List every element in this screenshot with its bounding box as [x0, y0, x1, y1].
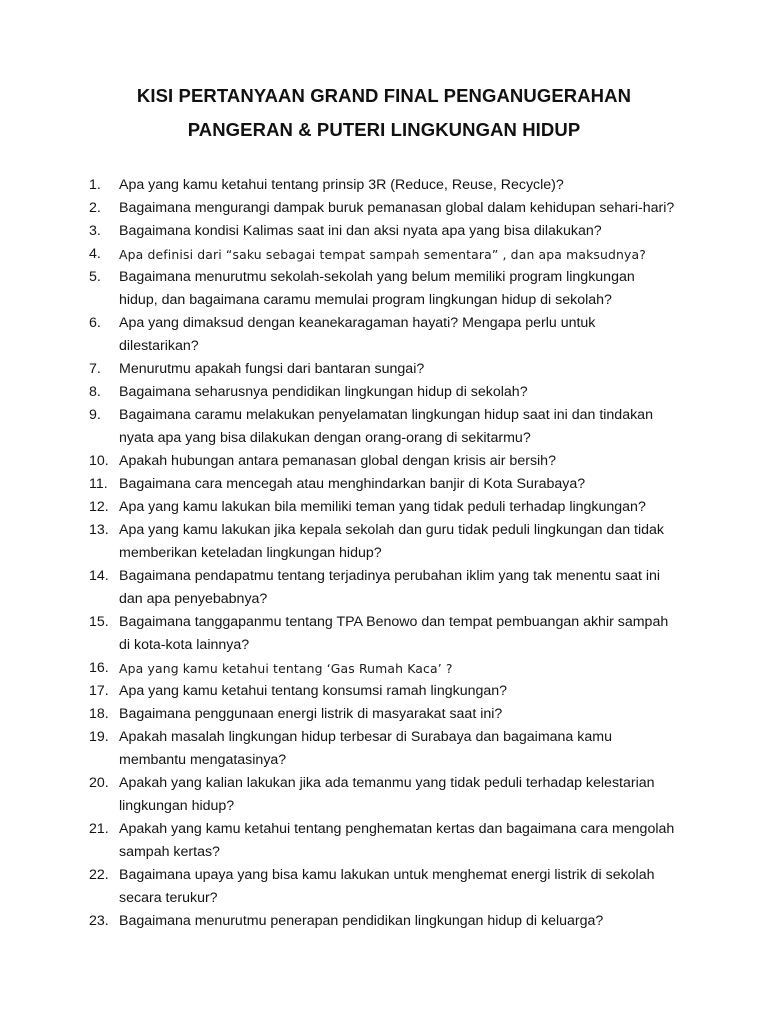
question-number: 10. [89, 453, 109, 469]
question-item [0, 473, 768, 496]
question-item [0, 197, 768, 220]
question-number: 22. [89, 867, 109, 883]
question-item [0, 450, 768, 473]
question-item [0, 910, 768, 933]
question-text-continued: sampah kertas? [119, 844, 220, 860]
question-number: 18. [89, 706, 109, 722]
question-number: 7. [89, 361, 101, 377]
question-text: Bagaimana caramu melakukan penyelamatan lingkungan hidup saat ini dan tindakan [119, 407, 653, 423]
question-text-continued: secara terukur? [119, 890, 218, 906]
question-item [0, 266, 768, 312]
question-item [0, 358, 768, 381]
question-text: Apa yang kamu ketahui tentang ‘Gas Rumah Kaca’ ? [119, 661, 453, 676]
question-item [0, 496, 768, 519]
question-item [0, 657, 768, 680]
question-text: Bagaimana mengurangi dampak buruk pemanasan global dalam kehidupan sehari-hari? [119, 200, 675, 216]
question-text: Bagaimana seharusnya pendidikan lingkungan hidup di sekolah? [119, 384, 528, 400]
question-item [0, 243, 768, 266]
question-item [0, 312, 768, 358]
question-number: 23. [89, 913, 109, 929]
question-text: Apakah masalah lingkungan hidup terbesar di Surabaya dan bagaimana kamu [119, 729, 612, 745]
question-number: 16. [89, 660, 109, 676]
question-item [0, 864, 768, 910]
question-number: 20. [89, 775, 109, 791]
question-text-continued: di kota-kota lainnya? [119, 637, 250, 653]
question-text-continued: membantu mengatasinya? [119, 752, 287, 768]
question-number: 9. [89, 407, 101, 423]
question-text: Menurutmu apakah fungsi dari bantaran sungai? [119, 361, 425, 377]
question-item [0, 519, 768, 565]
question-text-continued: dan apa penyebabnya? [119, 591, 268, 607]
question-text: Bagaimana upaya yang bisa kamu lakukan untuk menghemat energi listrik di sekolah [119, 867, 655, 883]
question-item [0, 611, 768, 657]
question-item [0, 703, 768, 726]
question-number: 17. [89, 683, 109, 699]
question-text-continued: memberikan keteladan lingkungan hidup? [119, 545, 382, 561]
question-number: 4. [89, 246, 101, 262]
document-title-line-2: PANGERAN & PUTERI LINGKUNGAN HIDUP [187, 119, 581, 140]
question-text: Bagaimana menurutmu sekolah-sekolah yang belum memiliki program lingkungan [119, 269, 635, 285]
question-item [0, 818, 768, 864]
question-item [0, 404, 768, 450]
question-number: 6. [89, 315, 101, 331]
question-text: Bagaimana menurutmu penerapan pendidikan lingkungan hidup di keluarga? [119, 913, 604, 929]
question-text: Apa yang kamu ketahui tentang konsumsi ramah lingkungan? [119, 683, 508, 699]
question-number: 11. [89, 476, 108, 492]
question-item [0, 680, 768, 703]
question-number: 12. [89, 499, 109, 515]
question-number: 14. [89, 568, 109, 584]
question-text: Apa definisi dari “saku sebagai tempat sampah sementara” , dan apa maksudnya? [119, 247, 646, 262]
question-text: Apa yang kamu lakukan bila memiliki teman yang tidak peduli terhadap lingkungan? [119, 499, 646, 515]
question-text: Apakah hubungan antara pemanasan global dengan krisis air bersih? [119, 453, 556, 469]
question-item [0, 726, 768, 772]
question-list [0, 174, 768, 933]
question-text: Apa yang kamu lakukan jika kepala sekolah dan guru tidak peduli lingkungan dan tidak [119, 522, 665, 538]
question-text: Bagaimana tanggapanmu tentang TPA Benowo dan tempat pembuangan akhir sampah [119, 614, 669, 630]
question-number: 2. [89, 200, 101, 216]
question-text: Apa yang kamu ketahui tentang prinsip 3R (Reduce, Reuse, Recycle)? [119, 177, 564, 193]
question-number: 5. [89, 269, 101, 285]
question-number: 21. [89, 821, 109, 837]
question-item [0, 381, 768, 404]
document-title-line-1: KISI PERTANYAAN GRAND FINAL PENGANUGERAHAN [136, 85, 632, 106]
question-number: 13. [89, 522, 109, 538]
question-text-continued: hidup, dan bagaimana caramu memulai program lingkungan hidup di sekolah? [119, 292, 612, 308]
question-text-continued: lingkungan hidup? [119, 798, 235, 814]
question-text: Bagaimana cara mencegah atau menghindarkan banjir di Kota Surabaya? [119, 476, 586, 492]
question-item [0, 220, 768, 243]
question-number: 3. [89, 223, 101, 239]
question-text: Apakah yang kalian lakukan jika ada temanmu yang tidak peduli terhadap kelestarian [119, 775, 655, 791]
question-text-continued: nyata apa yang bisa dilakukan dengan orang-orang di sekitarmu? [119, 430, 531, 446]
question-number: 1. [89, 177, 101, 193]
question-text: Apa yang dimaksud dengan keanekaragaman hayati? Mengapa perlu untuk [119, 315, 596, 331]
question-number: 15. [89, 614, 109, 630]
question-text: Bagaimana pendapatmu tentang terjadinya perubahan iklim yang tak menentu saat ini [119, 568, 661, 584]
question-item [0, 772, 768, 818]
question-number: 19. [89, 729, 109, 745]
question-number: 8. [89, 384, 101, 400]
question-text: Apakah yang kamu ketahui tentang penghematan kertas dan bagaimana cara mengolah [119, 821, 675, 837]
question-text: Bagaimana kondisi Kalimas saat ini dan aksi nyata apa yang bisa dilakukan? [119, 223, 602, 239]
question-item [0, 565, 768, 611]
question-item [0, 174, 768, 197]
question-text: Bagaimana penggunaan energi listrik di masyarakat saat ini? [119, 706, 503, 722]
question-text-continued: dilestarikan? [119, 338, 199, 354]
